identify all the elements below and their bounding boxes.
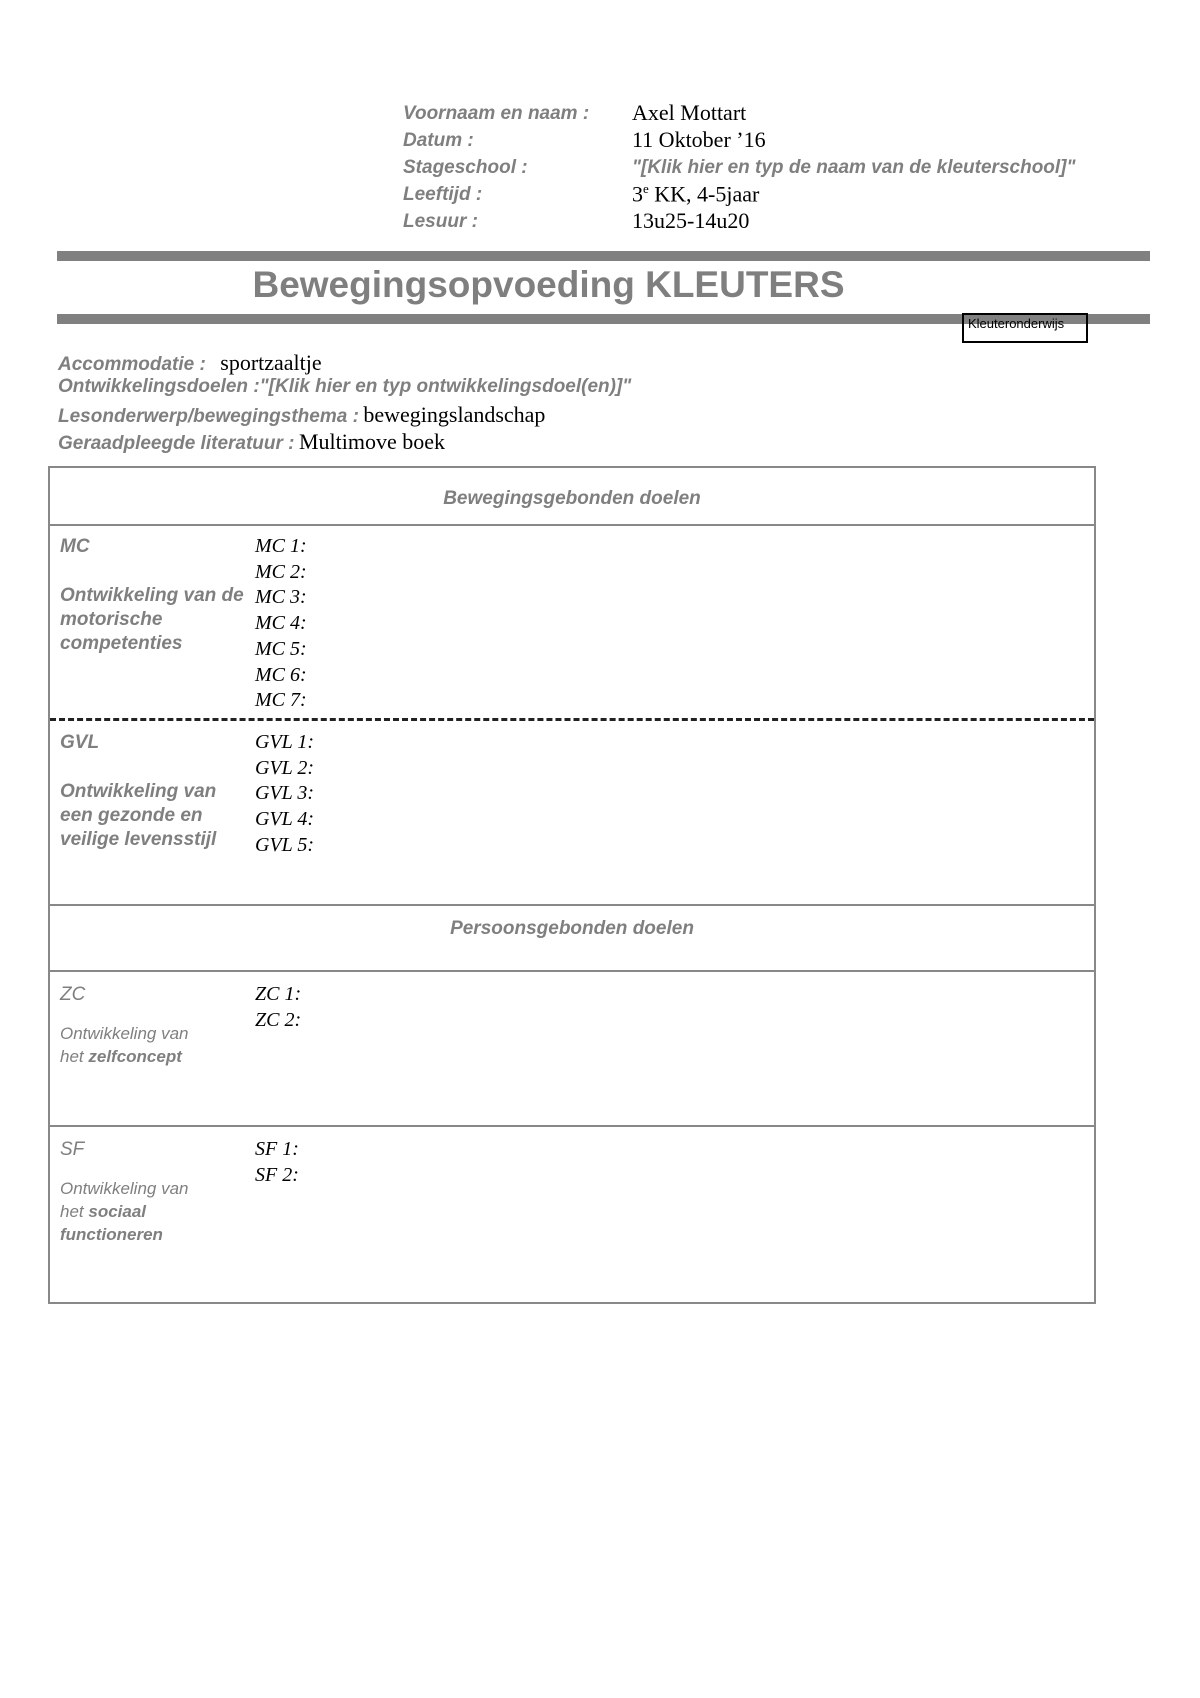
sf-desc-prefix: het [60, 1202, 89, 1221]
mc-goal-item[interactable]: MC 3: [255, 586, 307, 609]
sf-category [60, 1139, 220, 1246]
movement-goals-header: Bewegingsgebonden doelen [443, 488, 701, 509]
age-value-sup: e [643, 181, 649, 196]
mc-code: MC [60, 536, 90, 557]
zc-desc-emphasis: zelfconcept [88, 1047, 182, 1066]
sf-desc-emphasis: sociaal functioneren [60, 1202, 163, 1244]
gvl-goal-item[interactable]: GVL 5: [255, 833, 315, 856]
gvl-category [60, 732, 245, 852]
name-label: Voornaam en naam : [403, 103, 590, 124]
mc-category [60, 536, 245, 656]
zc-code: ZC [60, 984, 86, 1005]
literature-value: Multimove boek [298, 429, 446, 454]
sf-code: SF [60, 1139, 85, 1160]
dev-goals-line [58, 376, 631, 398]
age-label: Leeftijd : [403, 184, 483, 205]
table-divider [50, 524, 1094, 526]
zc-goal-item[interactable]: ZC 1: [255, 983, 302, 1005]
hour-label: Lesuur : [403, 211, 478, 232]
gvl-description: Ontwikkeling van een gezonde en veilige levensstijl [60, 781, 217, 850]
mc-goal-item[interactable]: MC 7: [255, 689, 307, 712]
school-label: Stageschool : [403, 157, 528, 178]
date-value: 11 Oktober ’16 [632, 127, 766, 152]
mc-goal-list [255, 534, 307, 714]
mc-goal-item[interactable]: MC 1: [255, 535, 307, 557]
hour-value: 13u25-14u20 [632, 208, 750, 233]
subject-label: Lesonderwerp/bewegingsthema : [58, 406, 359, 427]
title-bar-top [57, 251, 1150, 261]
table-divider [50, 904, 1094, 906]
mc-description: Ontwikkeling van de motorische competenties [60, 585, 244, 654]
sf-goal-list [255, 1137, 299, 1188]
age-value-main: 3 [632, 181, 643, 207]
dev-goals-label[interactable]: Ontwikkelingsdoelen :"[Klik hier en typ ontwikkelingsdoel(en)]" [58, 376, 632, 397]
gvl-goal-item[interactable]: GVL 3: [255, 782, 315, 805]
education-level-tag: Kleuteronderwijs [962, 313, 1088, 343]
zc-goal-item[interactable]: ZC 2: [255, 1008, 302, 1031]
sf-description [60, 1177, 220, 1246]
mc-goal-item[interactable]: MC 6: [255, 663, 307, 686]
date-label: Datum : [403, 130, 474, 151]
dashed-divider [50, 718, 1094, 721]
gvl-goal-item[interactable]: GVL 1: [255, 731, 315, 753]
goals-table [48, 466, 1096, 1304]
sf-goal-item[interactable]: SF 1: [255, 1138, 299, 1160]
subject-line [58, 402, 545, 428]
page-title: Bewegingsopvoeding KLEUTERS [252, 264, 845, 305]
gvl-goal-item[interactable]: GVL 2: [255, 756, 315, 779]
sf-goal-item[interactable]: SF 2: [255, 1163, 299, 1186]
table-divider [50, 1125, 1094, 1127]
literature-label: Geraadpleegde literatuur : [58, 433, 295, 454]
mc-goal-item[interactable]: MC 5: [255, 637, 307, 660]
mc-goal-item[interactable]: MC 4: [255, 612, 307, 635]
accommodation-label: Accommodatie : [58, 354, 206, 375]
accommodation-line [58, 350, 322, 376]
person-goals-header: Persoonsgebonden doelen [450, 918, 694, 939]
gvl-code: GVL [60, 732, 100, 753]
zc-goal-list [255, 982, 301, 1033]
age-value [632, 181, 759, 207]
zc-desc-line1: Ontwikkeling van [60, 1024, 189, 1043]
accommodation-value: sportzaaltje [220, 350, 322, 375]
school-placeholder[interactable]: "[Klik hier en typ de naam van de kleuterschool]" [632, 157, 1076, 178]
sf-desc-line1: Ontwikkeling van [60, 1179, 189, 1198]
age-value-rest: KK, 4-5jaar [648, 181, 760, 207]
table-divider [50, 970, 1094, 972]
literature-line [58, 429, 445, 455]
subject-value: bewegingslandschap [363, 402, 546, 427]
name-value: Axel Mottart [632, 100, 747, 125]
mc-goal-item[interactable]: MC 2: [255, 560, 307, 583]
gvl-goal-item[interactable]: GVL 4: [255, 808, 315, 831]
zc-category [60, 984, 245, 1068]
zc-desc-prefix: het [60, 1047, 89, 1066]
gvl-goal-list [255, 730, 314, 859]
zc-description [60, 1022, 245, 1068]
